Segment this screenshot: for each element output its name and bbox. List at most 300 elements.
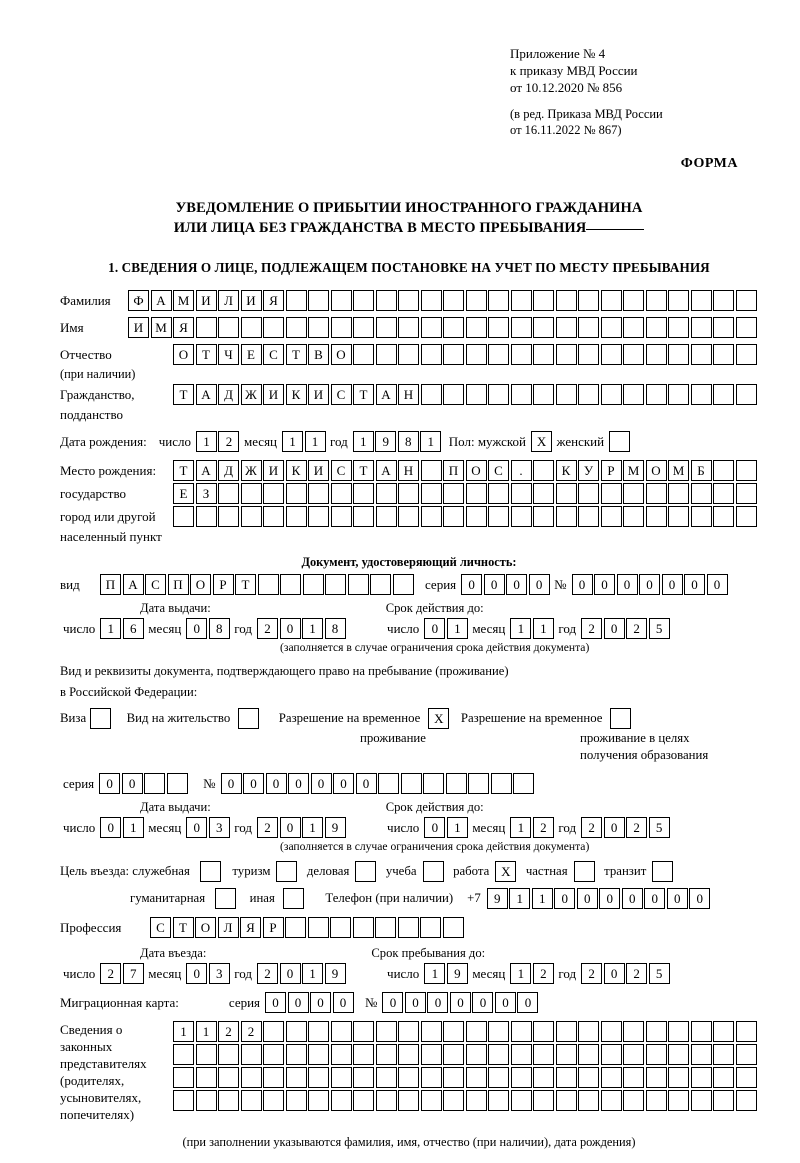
form-cell[interactable] (646, 1090, 667, 1111)
form-cell[interactable]: 0 (604, 963, 625, 984)
form-cell[interactable] (308, 290, 329, 311)
form-cell[interactable]: Я (173, 317, 194, 338)
form-cell[interactable] (376, 506, 397, 527)
form-cell[interactable]: 0 (472, 992, 493, 1013)
form-cell[interactable] (623, 1044, 644, 1065)
form-cell[interactable] (646, 1044, 667, 1065)
form-cell[interactable] (218, 1044, 239, 1065)
form-cell[interactable] (623, 1067, 644, 1088)
form-cell[interactable]: Л (218, 917, 239, 938)
form-cell[interactable] (646, 506, 667, 527)
form-cell[interactable]: 1 (510, 963, 531, 984)
form-cell[interactable] (713, 290, 734, 311)
form-cell[interactable] (488, 344, 509, 365)
form-cell[interactable] (263, 1067, 284, 1088)
form-cell[interactable] (736, 1044, 757, 1065)
form-cell[interactable] (736, 460, 757, 481)
form-cell[interactable] (443, 1090, 464, 1111)
form-cell[interactable] (90, 708, 111, 729)
form-cell[interactable]: 2 (581, 618, 602, 639)
form-cell[interactable] (375, 917, 396, 938)
form-cell[interactable] (286, 1090, 307, 1111)
legal-rep-boxes-3[interactable] (173, 1067, 758, 1088)
form-cell[interactable]: Т (173, 384, 194, 405)
form-cell[interactable] (646, 483, 667, 504)
form-cell[interactable] (668, 384, 689, 405)
form-cell[interactable] (556, 1044, 577, 1065)
form-cell[interactable] (574, 861, 595, 882)
form-cell[interactable] (173, 1067, 194, 1088)
form-cell[interactable] (218, 1090, 239, 1111)
form-cell[interactable] (466, 317, 487, 338)
form-cell[interactable]: 0 (684, 574, 705, 595)
birthplace-boxes-3[interactable] (173, 506, 758, 527)
form-cell[interactable] (713, 1044, 734, 1065)
form-cell[interactable] (376, 1044, 397, 1065)
purpose-business-checkbox[interactable] (355, 861, 378, 882)
form-cell[interactable] (398, 1021, 419, 1042)
form-cell[interactable] (466, 1090, 487, 1111)
form-cell[interactable] (241, 506, 262, 527)
form-cell[interactable] (443, 290, 464, 311)
doc-valid-year-boxes[interactable] (581, 618, 671, 639)
form-cell[interactable] (668, 344, 689, 365)
permit-issue-day-boxes[interactable] (100, 817, 145, 838)
form-cell[interactable] (533, 1090, 554, 1111)
form-cell[interactable] (511, 506, 532, 527)
form-cell[interactable]: 0 (333, 992, 354, 1013)
form-cell[interactable] (421, 384, 442, 405)
form-cell[interactable]: 0 (280, 618, 301, 639)
form-cell[interactable] (398, 917, 419, 938)
form-cell[interactable] (331, 506, 352, 527)
form-cell[interactable]: С (145, 574, 166, 595)
form-cell[interactable]: 0 (265, 992, 286, 1013)
form-cell[interactable] (601, 1021, 622, 1042)
form-cell[interactable] (421, 1067, 442, 1088)
birth-month-boxes[interactable] (282, 431, 327, 452)
entry-year-boxes[interactable] (257, 963, 347, 984)
form-cell[interactable] (646, 1067, 667, 1088)
form-cell[interactable] (308, 483, 329, 504)
form-cell[interactable] (578, 1067, 599, 1088)
form-cell[interactable]: Л (218, 290, 239, 311)
form-cell[interactable]: 0 (186, 618, 207, 639)
form-cell[interactable] (258, 574, 279, 595)
form-cell[interactable] (533, 344, 554, 365)
legal-rep-boxes-4[interactable] (173, 1090, 758, 1111)
purpose-service-checkbox[interactable] (200, 861, 223, 882)
phone-boxes[interactable] (487, 888, 712, 909)
form-cell[interactable] (736, 384, 757, 405)
form-cell[interactable]: 2 (533, 817, 554, 838)
form-cell[interactable] (601, 1067, 622, 1088)
form-cell[interactable]: Т (173, 917, 194, 938)
form-cell[interactable] (668, 483, 689, 504)
form-cell[interactable]: 8 (209, 618, 230, 639)
form-cell[interactable]: 0 (280, 963, 301, 984)
form-cell[interactable]: 0 (572, 574, 593, 595)
form-cell[interactable] (511, 344, 532, 365)
form-cell[interactable] (713, 460, 734, 481)
form-cell[interactable] (488, 1044, 509, 1065)
form-cell[interactable] (330, 917, 351, 938)
form-cell[interactable] (263, 1021, 284, 1042)
form-cell[interactable] (623, 290, 644, 311)
form-cell[interactable] (736, 1067, 757, 1088)
form-cell[interactable]: 2 (626, 618, 647, 639)
form-cell[interactable]: Р (601, 460, 622, 481)
permit-valid-day-boxes[interactable] (424, 817, 469, 838)
form-cell[interactable] (421, 1090, 442, 1111)
form-cell[interactable] (218, 317, 239, 338)
form-cell[interactable]: 0 (280, 817, 301, 838)
form-cell[interactable]: П (168, 574, 189, 595)
form-cell[interactable] (652, 861, 673, 882)
purpose-humanitarian-checkbox[interactable] (215, 888, 238, 909)
form-cell[interactable]: М (173, 290, 194, 311)
form-cell[interactable] (173, 506, 194, 527)
form-cell[interactable]: 9 (375, 431, 396, 452)
form-cell[interactable] (691, 1090, 712, 1111)
form-cell[interactable] (353, 344, 374, 365)
form-cell[interactable]: 0 (599, 888, 620, 909)
form-cell[interactable]: О (173, 344, 194, 365)
form-cell[interactable] (466, 1021, 487, 1042)
form-cell[interactable] (421, 460, 442, 481)
form-cell[interactable] (533, 1021, 554, 1042)
form-cell[interactable]: А (196, 384, 217, 405)
form-cell[interactable] (308, 1021, 329, 1042)
form-cell[interactable] (623, 384, 644, 405)
form-cell[interactable] (623, 506, 644, 527)
form-cell[interactable] (668, 1044, 689, 1065)
form-cell[interactable]: 0 (310, 992, 331, 1013)
form-cell[interactable]: 0 (662, 574, 683, 595)
form-cell[interactable]: С (150, 917, 171, 938)
form-cell[interactable]: 1 (196, 431, 217, 452)
form-cell[interactable] (533, 290, 554, 311)
form-cell[interactable]: 2 (257, 618, 278, 639)
form-cell[interactable] (398, 344, 419, 365)
form-cell[interactable] (513, 773, 534, 794)
form-cell[interactable]: Т (235, 574, 256, 595)
form-cell[interactable]: 0 (243, 773, 264, 794)
birthplace-boxes-1[interactable] (173, 460, 758, 481)
temp-residence-checkbox[interactable] (428, 708, 451, 729)
form-cell[interactable]: 0 (186, 817, 207, 838)
form-cell[interactable]: 0 (594, 574, 615, 595)
form-cell[interactable]: 0 (617, 574, 638, 595)
form-cell[interactable] (376, 1021, 397, 1042)
form-cell[interactable] (423, 773, 444, 794)
form-cell[interactable]: И (263, 460, 284, 481)
form-cell[interactable] (646, 1021, 667, 1042)
form-cell[interactable] (393, 574, 414, 595)
form-cell[interactable] (609, 431, 630, 452)
form-cell[interactable] (376, 290, 397, 311)
form-cell[interactable] (353, 290, 374, 311)
form-cell[interactable] (736, 1090, 757, 1111)
form-cell[interactable] (241, 1044, 262, 1065)
form-cell[interactable]: 0 (100, 817, 121, 838)
migration-number-boxes[interactable] (382, 992, 540, 1013)
visa-checkbox[interactable] (90, 708, 113, 729)
form-cell[interactable]: С (331, 460, 352, 481)
form-cell[interactable]: У (578, 460, 599, 481)
form-cell[interactable]: 1 (302, 618, 323, 639)
form-cell[interactable] (443, 384, 464, 405)
legal-rep-boxes-2[interactable] (173, 1044, 758, 1065)
form-cell[interactable]: И (196, 290, 217, 311)
form-cell[interactable] (286, 1067, 307, 1088)
form-cell[interactable] (488, 1021, 509, 1042)
form-cell[interactable]: 1 (196, 1021, 217, 1042)
form-cell[interactable]: 0 (311, 773, 332, 794)
form-cell[interactable]: 0 (554, 888, 575, 909)
form-cell[interactable]: Т (353, 384, 374, 405)
form-cell[interactable] (280, 574, 301, 595)
form-cell[interactable] (466, 506, 487, 527)
form-cell[interactable] (196, 1044, 217, 1065)
form-cell[interactable] (263, 1090, 284, 1111)
form-cell[interactable] (376, 1067, 397, 1088)
form-cell[interactable] (713, 317, 734, 338)
form-cell[interactable]: 0 (506, 574, 527, 595)
form-cell[interactable]: И (128, 317, 149, 338)
form-cell[interactable] (691, 290, 712, 311)
form-cell[interactable]: X (531, 431, 552, 452)
form-cell[interactable] (533, 384, 554, 405)
form-cell[interactable] (276, 861, 297, 882)
form-cell[interactable] (556, 290, 577, 311)
form-cell[interactable] (286, 317, 307, 338)
form-cell[interactable] (376, 1090, 397, 1111)
form-cell[interactable] (218, 506, 239, 527)
form-cell[interactable] (398, 483, 419, 504)
form-cell[interactable] (443, 1044, 464, 1065)
form-cell[interactable] (578, 384, 599, 405)
form-cell[interactable] (601, 290, 622, 311)
form-cell[interactable] (196, 1067, 217, 1088)
form-cell[interactable] (398, 317, 419, 338)
form-cell[interactable] (241, 483, 262, 504)
form-cell[interactable]: 7 (123, 963, 144, 984)
form-cell[interactable] (331, 1044, 352, 1065)
form-cell[interactable] (488, 483, 509, 504)
form-cell[interactable] (421, 1021, 442, 1042)
form-cell[interactable] (491, 773, 512, 794)
form-cell[interactable]: 1 (420, 431, 441, 452)
form-cell[interactable]: 6 (123, 618, 144, 639)
stay-year-boxes[interactable] (581, 963, 671, 984)
form-cell[interactable] (533, 1044, 554, 1065)
form-cell[interactable] (446, 773, 467, 794)
form-cell[interactable]: Я (240, 917, 261, 938)
form-cell[interactable] (263, 483, 284, 504)
form-cell[interactable] (308, 317, 329, 338)
form-cell[interactable] (353, 317, 374, 338)
form-cell[interactable] (421, 506, 442, 527)
form-cell[interactable]: И (263, 384, 284, 405)
stay-day-boxes[interactable] (424, 963, 469, 984)
form-cell[interactable]: X (495, 861, 516, 882)
form-cell[interactable] (443, 483, 464, 504)
form-cell[interactable]: 0 (382, 992, 403, 1013)
form-cell[interactable] (196, 317, 217, 338)
form-cell[interactable] (736, 317, 757, 338)
form-cell[interactable]: О (190, 574, 211, 595)
form-cell[interactable]: 0 (707, 574, 728, 595)
residence-permit-checkbox[interactable] (238, 708, 261, 729)
form-cell[interactable] (691, 1021, 712, 1042)
doc-series-boxes[interactable] (461, 574, 551, 595)
migration-series-boxes[interactable] (265, 992, 355, 1013)
form-cell[interactable]: Р (213, 574, 234, 595)
form-cell[interactable]: 0 (622, 888, 643, 909)
form-cell[interactable]: 5 (649, 963, 670, 984)
form-cell[interactable] (578, 1021, 599, 1042)
form-cell[interactable] (331, 1067, 352, 1088)
form-cell[interactable]: 0 (577, 888, 598, 909)
form-cell[interactable] (353, 1044, 374, 1065)
form-cell[interactable] (668, 1090, 689, 1111)
purpose-transit-checkbox[interactable] (652, 861, 675, 882)
form-cell[interactable] (533, 1067, 554, 1088)
form-cell[interactable]: 0 (186, 963, 207, 984)
form-cell[interactable]: 1 (282, 431, 303, 452)
form-cell[interactable] (286, 1044, 307, 1065)
form-cell[interactable]: 1 (509, 888, 530, 909)
form-cell[interactable]: 0 (604, 817, 625, 838)
form-cell[interactable] (308, 1044, 329, 1065)
form-cell[interactable] (263, 317, 284, 338)
form-cell[interactable]: Е (173, 483, 194, 504)
form-cell[interactable] (691, 384, 712, 405)
form-cell[interactable] (556, 1090, 577, 1111)
form-cell[interactable] (303, 574, 324, 595)
form-cell[interactable] (308, 1090, 329, 1111)
form-cell[interactable] (601, 344, 622, 365)
form-cell[interactable] (511, 290, 532, 311)
form-cell[interactable] (378, 773, 399, 794)
form-cell[interactable]: 2 (257, 963, 278, 984)
form-cell[interactable] (286, 506, 307, 527)
form-cell[interactable] (601, 317, 622, 338)
form-cell[interactable] (173, 1044, 194, 1065)
form-cell[interactable]: 1 (302, 963, 323, 984)
form-cell[interactable]: 9 (447, 963, 468, 984)
form-cell[interactable] (376, 483, 397, 504)
form-cell[interactable] (421, 483, 442, 504)
doc-issue-year-boxes[interactable] (257, 618, 347, 639)
form-cell[interactable] (218, 483, 239, 504)
form-cell[interactable]: 8 (398, 431, 419, 452)
form-cell[interactable] (511, 1090, 532, 1111)
form-cell[interactable] (736, 1021, 757, 1042)
form-cell[interactable] (601, 483, 622, 504)
form-cell[interactable] (285, 917, 306, 938)
form-cell[interactable] (167, 773, 188, 794)
form-cell[interactable] (646, 317, 667, 338)
form-cell[interactable]: Ж (241, 384, 262, 405)
purpose-tourism-checkbox[interactable] (276, 861, 299, 882)
form-cell[interactable]: 0 (424, 817, 445, 838)
form-cell[interactable] (196, 506, 217, 527)
form-cell[interactable] (668, 290, 689, 311)
form-cell[interactable] (398, 1044, 419, 1065)
form-cell[interactable]: 0 (333, 773, 354, 794)
form-cell[interactable]: 2 (626, 963, 647, 984)
citizenship-boxes[interactable] (173, 384, 758, 405)
form-cell[interactable]: 0 (529, 574, 550, 595)
form-cell[interactable] (533, 506, 554, 527)
form-cell[interactable] (353, 1090, 374, 1111)
form-cell[interactable]: А (376, 460, 397, 481)
form-cell[interactable]: 1 (510, 618, 531, 639)
form-cell[interactable] (578, 1044, 599, 1065)
form-cell[interactable]: Т (173, 460, 194, 481)
form-cell[interactable] (331, 1090, 352, 1111)
form-cell[interactable] (443, 317, 464, 338)
form-cell[interactable] (421, 1044, 442, 1065)
form-cell[interactable] (511, 483, 532, 504)
form-cell[interactable] (713, 483, 734, 504)
form-cell[interactable] (331, 483, 352, 504)
form-cell[interactable]: 2 (581, 963, 602, 984)
form-cell[interactable]: 5 (649, 817, 670, 838)
form-cell[interactable]: И (241, 290, 262, 311)
form-cell[interactable] (736, 483, 757, 504)
form-cell[interactable] (443, 917, 464, 938)
form-cell[interactable] (713, 506, 734, 527)
form-cell[interactable] (578, 1090, 599, 1111)
form-cell[interactable]: 0 (427, 992, 448, 1013)
form-cell[interactable]: Т (286, 344, 307, 365)
form-cell[interactable] (466, 1044, 487, 1065)
sex-female-checkbox[interactable] (609, 431, 632, 452)
form-cell[interactable] (421, 317, 442, 338)
form-cell[interactable]: 1 (447, 618, 468, 639)
form-cell[interactable] (556, 344, 577, 365)
purpose-private-checkbox[interactable] (574, 861, 597, 882)
form-cell[interactable] (398, 290, 419, 311)
form-cell[interactable]: 9 (325, 817, 346, 838)
form-cell[interactable] (623, 483, 644, 504)
form-cell[interactable]: П (443, 460, 464, 481)
form-cell[interactable] (691, 344, 712, 365)
form-cell[interactable] (353, 1021, 374, 1042)
form-cell[interactable] (466, 384, 487, 405)
form-cell[interactable]: К (556, 460, 577, 481)
form-cell[interactable] (215, 888, 236, 909)
form-cell[interactable] (488, 384, 509, 405)
form-cell[interactable] (353, 483, 374, 504)
form-cell[interactable] (668, 317, 689, 338)
form-cell[interactable] (443, 344, 464, 365)
form-cell[interactable]: Н (398, 460, 419, 481)
form-cell[interactable]: 1 (510, 817, 531, 838)
doc-valid-day-boxes[interactable] (424, 618, 469, 639)
permit-valid-month-boxes[interactable] (510, 817, 555, 838)
doc-issue-month-boxes[interactable] (186, 618, 231, 639)
form-cell[interactable] (623, 1090, 644, 1111)
form-cell[interactable] (511, 1021, 532, 1042)
purpose-work-checkbox[interactable] (495, 861, 518, 882)
entry-month-boxes[interactable] (186, 963, 231, 984)
form-cell[interactable]: О (466, 460, 487, 481)
form-cell[interactable] (713, 344, 734, 365)
